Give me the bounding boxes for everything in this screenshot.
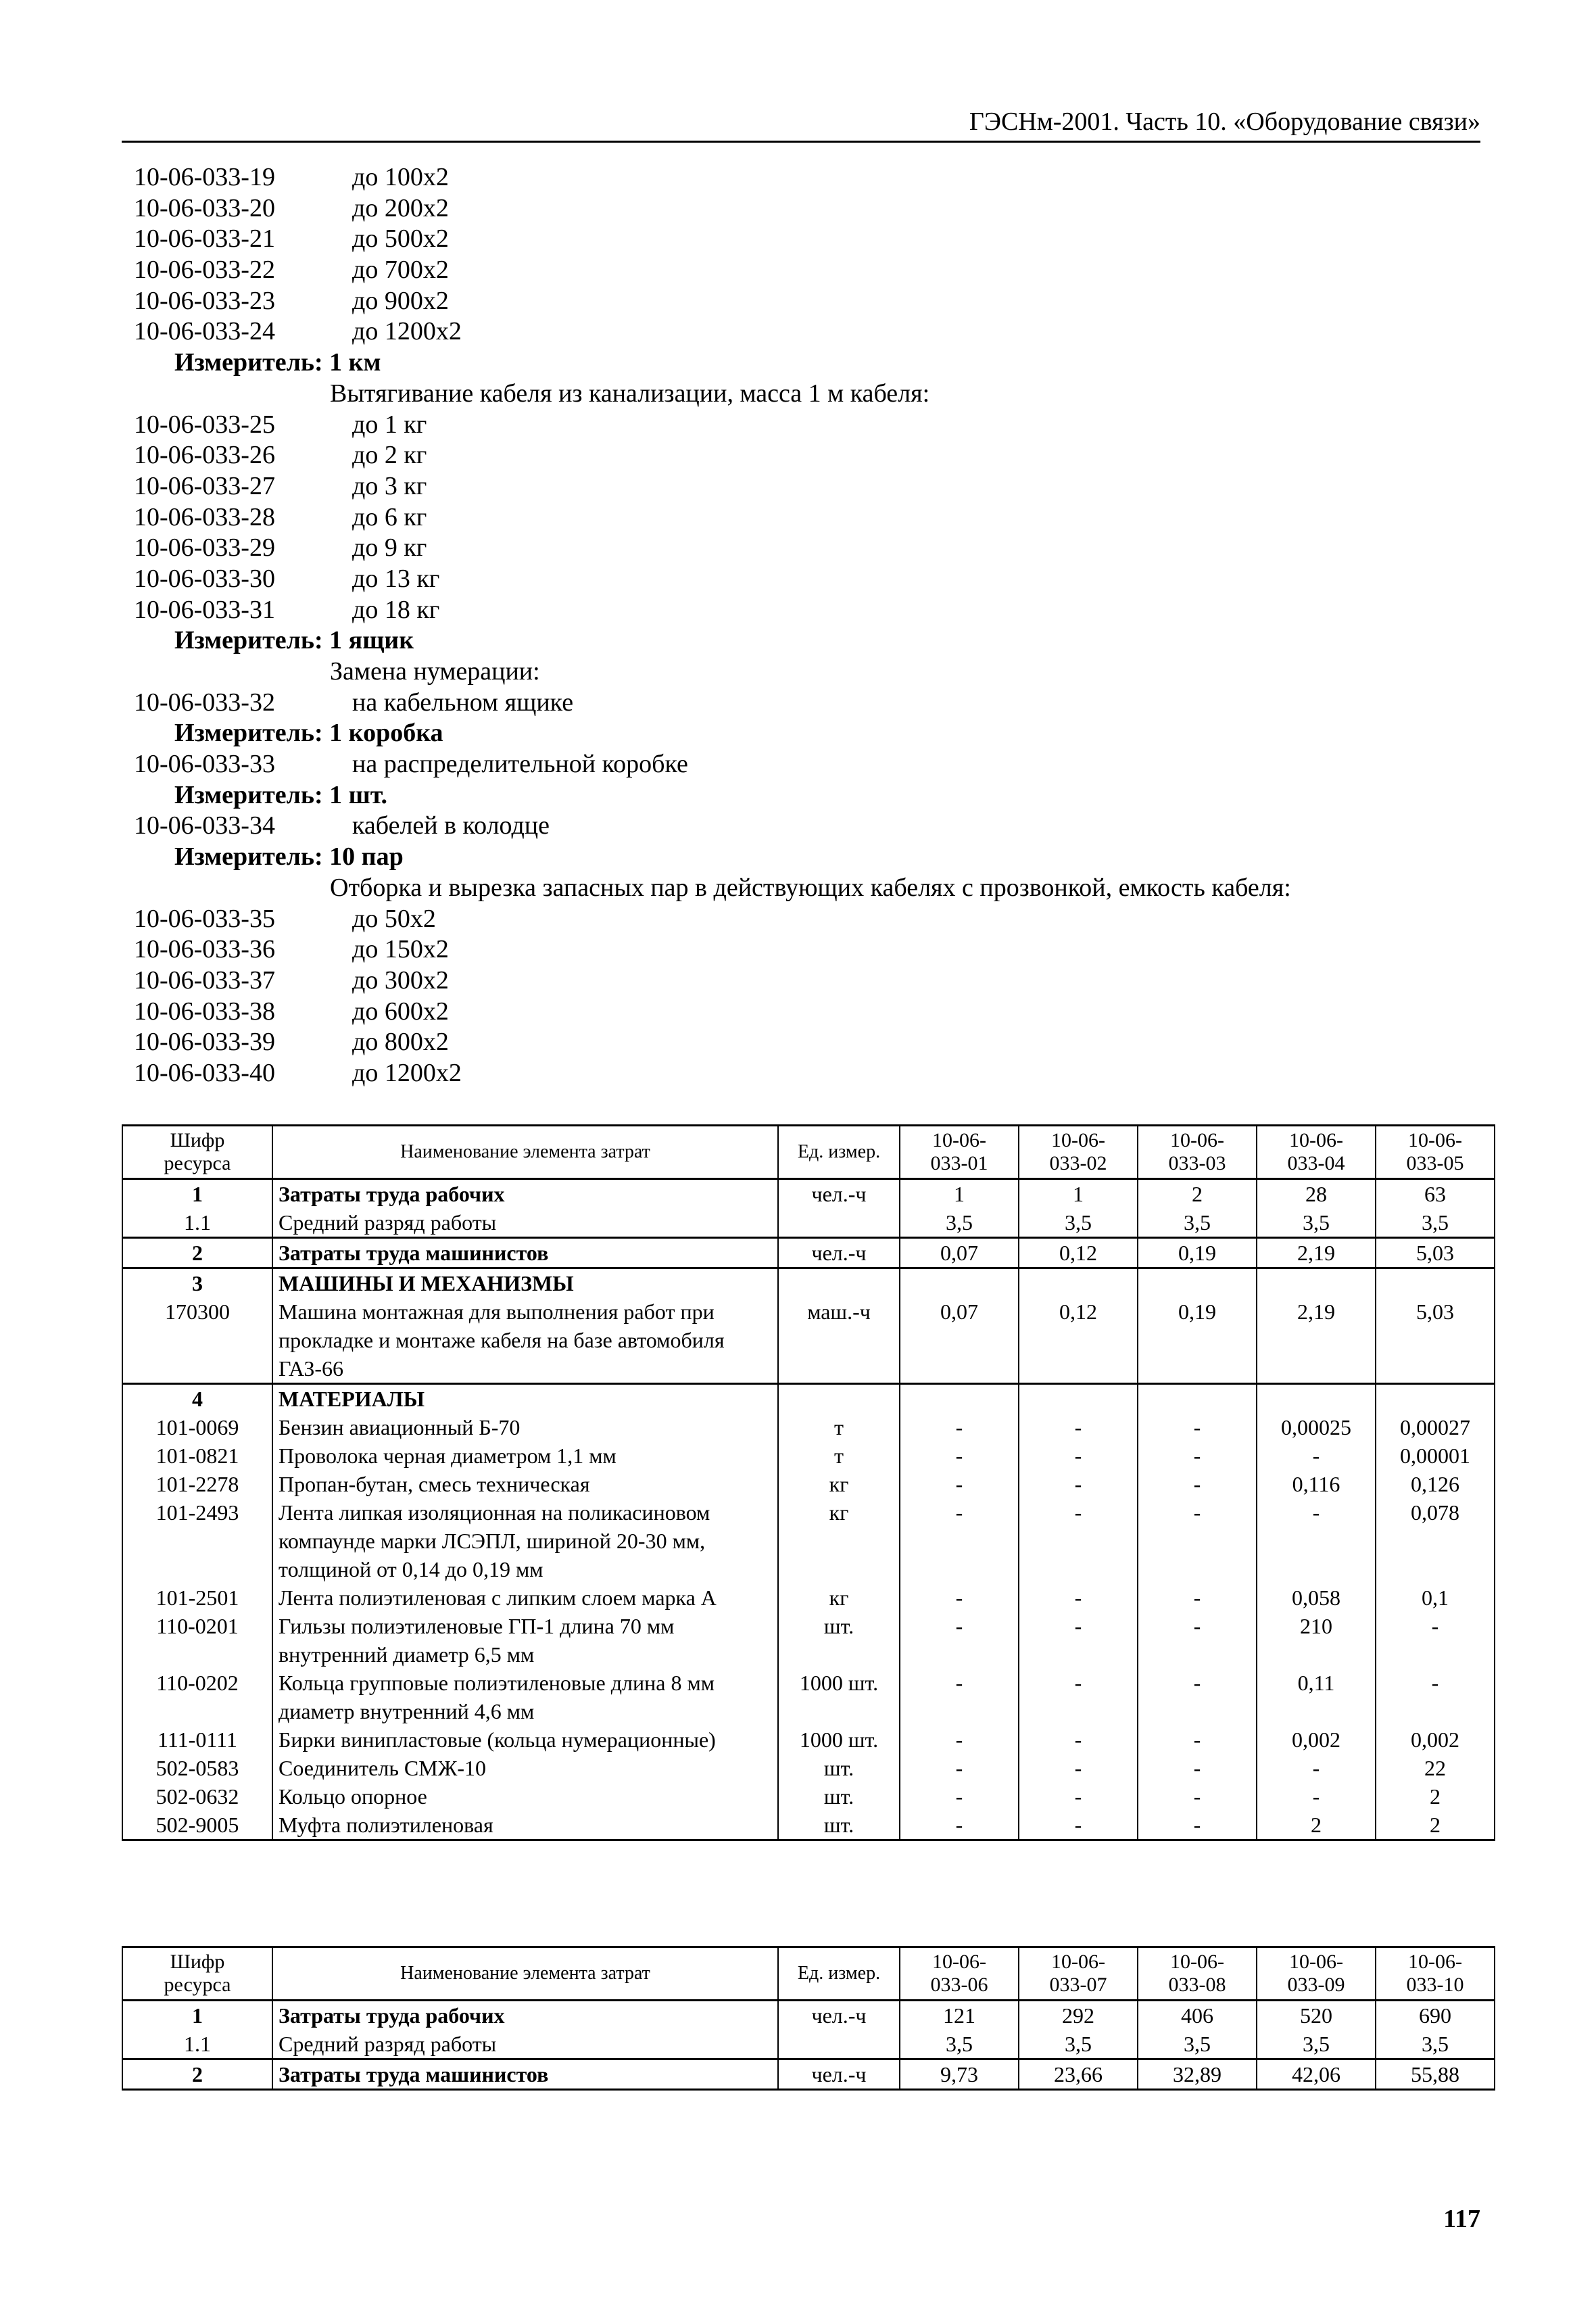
cell-value: - <box>900 1612 1019 1669</box>
code-number: 10-06-033-39 <box>134 1028 275 1057</box>
cell-cipher: 1 <box>122 1179 272 1209</box>
cell-value: - <box>900 1470 1019 1498</box>
cell-name: Затраты труда рабочих <box>272 1179 778 1209</box>
cell-value: - <box>1138 1725 1257 1754</box>
table-row <box>122 1238 1495 1268</box>
table-row <box>122 1498 1495 1583</box>
cell-value: 0,126 <box>1376 1470 1495 1498</box>
cell-value: 2 <box>1376 1782 1495 1811</box>
cell-name: Муфта полиэтиленовая <box>272 1811 778 1840</box>
cell-value: - <box>1257 1754 1376 1782</box>
cell-value <box>1019 1268 1138 1298</box>
cell-value: 0,00025 <box>1257 1413 1376 1441</box>
code-description: до 500х2 <box>352 224 449 254</box>
code-description: до 18 кг <box>352 595 440 624</box>
header-col: 10-06- 033-05 <box>1376 1126 1495 1179</box>
cell-value: 0,07 <box>900 1297 1019 1384</box>
code-description: до 800х2 <box>352 1028 449 1057</box>
cell-unit: чел.-ч <box>778 2001 900 2030</box>
cell-value: 0,1 <box>1376 1583 1495 1612</box>
page-header <box>122 107 1480 143</box>
cell-name: Бензин авиационный Б-70 <box>272 1413 778 1441</box>
cell-name: Гильзы полиэтиленовые ГП-1 длина 70 мм внутренний диаметр 6,5 мм <box>272 1612 778 1669</box>
cell-value: 210 <box>1257 1612 1376 1669</box>
cell-value: 406 <box>1138 2001 1257 2030</box>
code-row <box>134 286 1486 317</box>
code-description: до 1 кг <box>352 410 427 439</box>
cell-value: - <box>900 1782 1019 1811</box>
cell-cipher: 170300 <box>122 1297 272 1384</box>
cell-value <box>1257 1384 1376 1414</box>
cell-value <box>1376 1268 1495 1298</box>
cell-value: - <box>1138 1498 1257 1583</box>
cell-cipher: 1 <box>122 2001 272 2030</box>
cell-value: 3,5 <box>1257 2030 1376 2059</box>
code-number: 10-06-033-21 <box>134 224 275 254</box>
section-title-row <box>134 379 1486 410</box>
cell-value: 3,5 <box>1376 2030 1495 2059</box>
code-description: до 50х2 <box>352 904 436 933</box>
code-row <box>134 595 1486 626</box>
cell-cipher: 502-0632 <box>122 1782 272 1811</box>
table-row <box>122 1754 1495 1782</box>
code-number: 10-06-033-27 <box>134 471 275 500</box>
header-col: 10-06- 033-09 <box>1257 1947 1376 2001</box>
code-description: до 1200х2 <box>352 317 462 346</box>
code-row <box>134 471 1486 502</box>
cell-unit <box>778 1208 900 1238</box>
code-number: 10-06-033-40 <box>134 1058 275 1087</box>
code-description: кабелей в колодце <box>352 811 550 840</box>
code-row <box>134 564 1486 595</box>
cell-unit: 1000 шт. <box>778 1669 900 1725</box>
page-title: ГЭСНм-2001. Часть 10. «Оборудование связи» <box>969 108 1480 136</box>
code-number: 10-06-033-34 <box>134 811 275 840</box>
table-header-row <box>122 1126 1495 1179</box>
cell-value: 3,5 <box>1138 1208 1257 1238</box>
code-description: до 700х2 <box>352 256 449 285</box>
cell-value: - <box>1138 1782 1257 1811</box>
cell-value: - <box>900 1441 1019 1470</box>
code-number: 10-06-033-31 <box>134 595 275 624</box>
cell-value: 22 <box>1376 1754 1495 1782</box>
cell-value: 3,5 <box>1257 1208 1376 1238</box>
cell-value: 5,03 <box>1376 1238 1495 1268</box>
cell-value <box>1138 1268 1257 1298</box>
code-description: до 6 кг <box>352 502 427 531</box>
cell-value: 0,11 <box>1257 1669 1376 1725</box>
cell-value: 63 <box>1376 1179 1495 1209</box>
cell-value: - <box>1138 1811 1257 1840</box>
cell-value: 9,73 <box>900 2059 1019 2090</box>
section-title: Отборка и вырезка запасных пар в действующих кабелях с прозвонкой, емкость кабеля: <box>330 873 1291 902</box>
code-row <box>134 688 1486 719</box>
cell-name: Лента липкая изоляционная на поликасиновом компаунде марки ЛСЭПЛ, шириной 20-30 мм, толщиной от 0,14 до 0,19 мм <box>272 1498 778 1583</box>
cell-unit <box>778 2030 900 2059</box>
code-number: 10-06-033-38 <box>134 997 275 1026</box>
cell-name: Средний разряд работы <box>272 1208 778 1238</box>
cell-value: - <box>1019 1811 1138 1840</box>
cell-value <box>1019 1384 1138 1414</box>
code-row <box>134 255 1486 286</box>
cell-value: 520 <box>1257 2001 1376 2030</box>
cell-cipher: 1.1 <box>122 2030 272 2059</box>
cell-unit: кг <box>778 1470 900 1498</box>
cell-unit: шт. <box>778 1811 900 1840</box>
table-row <box>122 1725 1495 1754</box>
cell-unit <box>778 1268 900 1298</box>
table-row <box>122 1583 1495 1612</box>
header-name: Наименование элемента затрат <box>272 1126 778 1179</box>
code-description: до 13 кг <box>352 564 440 593</box>
code-number: 10-06-033-33 <box>134 750 275 779</box>
cell-value: 121 <box>900 2001 1019 2030</box>
cell-name: Средний разряд работы <box>272 2030 778 2059</box>
table-row <box>122 1179 1495 1209</box>
cell-value: 28 <box>1257 1179 1376 1209</box>
cell-cipher: 2 <box>122 2059 272 2090</box>
cell-value: - <box>1376 1612 1495 1669</box>
table-row <box>122 1268 1495 1298</box>
cell-value: - <box>1138 1441 1257 1470</box>
cell-name: МАШИНЫ И МЕХАНИЗМЫ <box>272 1268 778 1298</box>
cell-value: 0,00001 <box>1376 1441 1495 1470</box>
code-description: до 300х2 <box>352 965 449 995</box>
page-number: 117 <box>1443 2205 1480 2233</box>
cell-unit: 1000 шт. <box>778 1725 900 1754</box>
code-description: до 100х2 <box>352 163 449 191</box>
header-cipher: Шифр ресурса <box>122 1126 272 1179</box>
code-number: 10-06-033-29 <box>134 533 275 563</box>
code-description: на распределительной коробке <box>352 750 688 779</box>
cell-unit: чел.-ч <box>778 1179 900 1209</box>
measure-label: Измеритель: 1 шт. <box>174 780 388 809</box>
cell-value: 690 <box>1376 2001 1495 2030</box>
cell-value: 32,89 <box>1138 2059 1257 2090</box>
cell-unit: т <box>778 1413 900 1441</box>
header-col: 10-06- 033-03 <box>1138 1126 1257 1179</box>
table-row <box>122 1413 1495 1441</box>
cell-value: 0,078 <box>1376 1498 1495 1583</box>
cell-name: Проволока черная диаметром 1,1 мм <box>272 1441 778 1470</box>
cell-name: Бирки винипластовые (кольца нумерационные) <box>272 1725 778 1754</box>
cell-value: - <box>900 1725 1019 1754</box>
measure-label: Измеритель: 1 ящик <box>174 626 414 655</box>
cell-value: 0,19 <box>1138 1238 1257 1268</box>
resources-table-1 <box>122 1124 1495 1841</box>
section-title-row <box>134 873 1486 904</box>
cell-value: - <box>1019 1669 1138 1725</box>
measure-label: Измеритель: 1 км <box>174 348 381 377</box>
code-description: до 9 кг <box>352 533 427 563</box>
cell-unit: маш.-ч <box>778 1297 900 1384</box>
cell-value: 0,002 <box>1376 1725 1495 1754</box>
cell-cipher: 110-0202 <box>122 1669 272 1725</box>
cell-cipher: 101-2501 <box>122 1583 272 1612</box>
table-header-row <box>122 1947 1495 2001</box>
cell-value <box>900 1384 1019 1414</box>
resources-table-2 <box>122 1946 1495 2091</box>
code-row <box>134 1027 1486 1058</box>
header-col: 10-06- 033-06 <box>900 1947 1019 2001</box>
code-row <box>134 224 1486 255</box>
measure-row <box>134 625 1486 657</box>
cell-value: - <box>900 1583 1019 1612</box>
table-row <box>122 1782 1495 1811</box>
code-row <box>134 533 1486 564</box>
cell-cipher: 101-2493 <box>122 1498 272 1583</box>
code-number: 10-06-033-37 <box>134 965 275 995</box>
cell-value <box>1376 1384 1495 1414</box>
table-row <box>122 1669 1495 1725</box>
cell-value: - <box>1138 1470 1257 1498</box>
cell-unit: чел.-ч <box>778 2059 900 2090</box>
cell-cipher: 4 <box>122 1384 272 1414</box>
cell-value: - <box>1138 1669 1257 1725</box>
cell-cipher: 502-0583 <box>122 1754 272 1782</box>
cell-cipher: 2 <box>122 1238 272 1268</box>
cell-value: - <box>1138 1583 1257 1612</box>
cell-value: 2,19 <box>1257 1297 1376 1384</box>
codes-list <box>134 162 1486 1089</box>
cell-value: 0,058 <box>1257 1583 1376 1612</box>
code-row <box>134 749 1486 780</box>
table-row <box>122 1384 1495 1414</box>
table-row <box>122 1297 1495 1384</box>
code-number: 10-06-033-35 <box>134 904 275 933</box>
cell-value <box>1138 1384 1257 1414</box>
table-row <box>122 2030 1495 2059</box>
cell-value: - <box>1257 1782 1376 1811</box>
code-description: до 600х2 <box>352 997 449 1026</box>
cell-value: 0,002 <box>1257 1725 1376 1754</box>
cell-value: - <box>1019 1441 1138 1470</box>
code-number: 10-06-033-25 <box>134 410 275 439</box>
code-row <box>134 811 1486 842</box>
measure-row <box>134 780 1486 811</box>
cell-value: 42,06 <box>1257 2059 1376 2090</box>
cell-cipher: 101-0821 <box>122 1441 272 1470</box>
cell-unit: шт. <box>778 1782 900 1811</box>
cell-value: - <box>900 1498 1019 1583</box>
cell-name: Лента полиэтиленовая с липким слоем марка А <box>272 1583 778 1612</box>
cell-value: 0,00027 <box>1376 1413 1495 1441</box>
cell-value: 23,66 <box>1019 2059 1138 2090</box>
cell-unit: шт. <box>778 1612 900 1669</box>
cell-name: Кольцо опорное <box>272 1782 778 1811</box>
code-number: 10-06-033-24 <box>134 317 275 346</box>
cell-value: 3,5 <box>1019 2030 1138 2059</box>
cell-value: - <box>1138 1612 1257 1669</box>
code-number: 10-06-033-22 <box>134 256 275 285</box>
cell-value: 3,5 <box>1138 2030 1257 2059</box>
cell-value: - <box>1376 1669 1495 1725</box>
cell-cipher: 101-2278 <box>122 1470 272 1498</box>
code-number: 10-06-033-30 <box>134 564 275 593</box>
cell-unit: шт. <box>778 1754 900 1782</box>
cell-name: Кольца групповые полиэтиленовые длина 8 мм диаметр внутренний 4,6 мм <box>272 1669 778 1725</box>
cell-value: 0,07 <box>900 1238 1019 1268</box>
cell-value: - <box>1019 1754 1138 1782</box>
cell-cipher: 502-9005 <box>122 1811 272 1840</box>
cell-cipher: 111-0111 <box>122 1725 272 1754</box>
cell-unit: кг <box>778 1583 900 1612</box>
cell-value: - <box>1019 1612 1138 1669</box>
table-row <box>122 2001 1495 2030</box>
header-col: 10-06- 033-01 <box>900 1126 1019 1179</box>
code-row <box>134 997 1486 1028</box>
header-cipher: Шифр ресурса <box>122 1947 272 2001</box>
code-description: до 1200х2 <box>352 1058 462 1087</box>
cell-value: 0,12 <box>1019 1297 1138 1384</box>
cell-name: Соединитель СМЖ-10 <box>272 1754 778 1782</box>
code-number: 10-06-033-36 <box>134 935 275 964</box>
cell-value: 5,03 <box>1376 1297 1495 1384</box>
cell-name: МАТЕРИАЛЫ <box>272 1384 778 1414</box>
header-col: 10-06- 033-08 <box>1138 1947 1257 2001</box>
code-number: 10-06-033-26 <box>134 441 275 470</box>
cell-value: - <box>1019 1782 1138 1811</box>
table-row <box>122 1470 1495 1498</box>
cell-cipher: 101-0069 <box>122 1413 272 1441</box>
cell-value: 292 <box>1019 2001 1138 2030</box>
cell-value: 3,5 <box>900 1208 1019 1238</box>
cell-name: Машина монтажная для выполнения работ при прокладке и монтаже кабеля на базе автомобиля ГАЗ-66 <box>272 1297 778 1384</box>
code-row <box>134 193 1486 224</box>
code-number: 10-06-033-32 <box>134 688 275 717</box>
section-title: Вытягивание кабеля из канализации, масса 1 м кабеля: <box>330 379 930 408</box>
section-title-row <box>134 657 1486 688</box>
cell-value: - <box>900 1811 1019 1840</box>
cell-value: - <box>900 1669 1019 1725</box>
code-row <box>134 904 1486 935</box>
header-col: 10-06- 033-07 <box>1019 1947 1138 2001</box>
cell-value: 2 <box>1257 1811 1376 1840</box>
measure-row <box>134 718 1486 749</box>
cell-value: 2 <box>1376 1811 1495 1840</box>
cell-unit: кг <box>778 1498 900 1583</box>
cell-value: - <box>1019 1470 1138 1498</box>
code-number: 10-06-033-20 <box>134 193 275 222</box>
cell-value: - <box>1138 1413 1257 1441</box>
code-description: до 2 кг <box>352 441 427 470</box>
cell-value: 0,12 <box>1019 1238 1138 1268</box>
table-row <box>122 1441 1495 1470</box>
code-row <box>134 440 1486 471</box>
cell-value <box>1257 1268 1376 1298</box>
cell-value: 2 <box>1138 1179 1257 1209</box>
code-row <box>134 502 1486 533</box>
header-col: 10-06- 033-04 <box>1257 1126 1376 1179</box>
cell-value <box>900 1268 1019 1298</box>
cell-value: - <box>900 1413 1019 1441</box>
cell-value: 3,5 <box>1376 1208 1495 1238</box>
table-row <box>122 1612 1495 1669</box>
cell-unit: чел.-ч <box>778 1238 900 1268</box>
cell-name: Затраты труда рабочих <box>272 2001 778 2030</box>
cell-cipher: 1.1 <box>122 1208 272 1238</box>
cell-value: - <box>1257 1441 1376 1470</box>
code-number: 10-06-033-23 <box>134 286 275 315</box>
code-description: до 3 кг <box>352 471 427 500</box>
cell-unit <box>778 1384 900 1414</box>
table-row <box>122 1208 1495 1238</box>
cell-value: - <box>1019 1583 1138 1612</box>
cell-name: Затраты труда машинистов <box>272 1238 778 1268</box>
cell-value: 3,5 <box>900 2030 1019 2059</box>
measure-label: Измеритель: 10 пар <box>174 842 404 872</box>
cell-value: 3,5 <box>1019 1208 1138 1238</box>
header-unit: Ед. измер. <box>778 1947 900 2001</box>
code-number: 10-06-033-28 <box>134 502 275 531</box>
code-row <box>134 316 1486 348</box>
cell-value: 0,116 <box>1257 1470 1376 1498</box>
code-description: на кабельном ящике <box>352 688 574 717</box>
cell-value: - <box>900 1754 1019 1782</box>
code-row <box>134 1058 1486 1089</box>
code-description: до 200х2 <box>352 193 449 222</box>
header-name: Наименование элемента затрат <box>272 1947 778 2001</box>
header-col: 10-06- 033-02 <box>1019 1126 1138 1179</box>
code-row <box>134 162 1486 193</box>
cell-value: 0,19 <box>1138 1297 1257 1384</box>
code-row <box>134 934 1486 965</box>
cell-cipher: 110-0201 <box>122 1612 272 1669</box>
section-title: Замена нумерации: <box>330 657 540 686</box>
header-col: 10-06- 033-10 <box>1376 1947 1495 2001</box>
cell-value: 1 <box>1019 1179 1138 1209</box>
code-description: до 150х2 <box>352 935 449 964</box>
cell-value: 1 <box>900 1179 1019 1209</box>
code-row <box>134 965 1486 997</box>
code-row <box>134 410 1486 441</box>
measure-label: Измеритель: 1 коробка <box>174 719 443 748</box>
code-number: 10-06-033-19 <box>134 163 275 191</box>
table-row <box>122 2059 1495 2090</box>
table-row <box>122 1811 1495 1840</box>
cell-value: - <box>1019 1498 1138 1583</box>
cell-value: - <box>1138 1754 1257 1782</box>
cell-value: - <box>1019 1725 1138 1754</box>
measure-row <box>134 348 1486 379</box>
cell-name: Затраты труда машинистов <box>272 2059 778 2090</box>
measure-row <box>134 842 1486 873</box>
cell-value: 55,88 <box>1376 2059 1495 2090</box>
cell-value: - <box>1257 1498 1376 1583</box>
cell-name: Пропан-бутан, смесь техническая <box>272 1470 778 1498</box>
cell-unit: т <box>778 1441 900 1470</box>
header-unit: Ед. измер. <box>778 1126 900 1179</box>
code-description: до 900х2 <box>352 286 449 315</box>
cell-value: 2,19 <box>1257 1238 1376 1268</box>
cell-cipher: 3 <box>122 1268 272 1298</box>
cell-value: - <box>1019 1413 1138 1441</box>
